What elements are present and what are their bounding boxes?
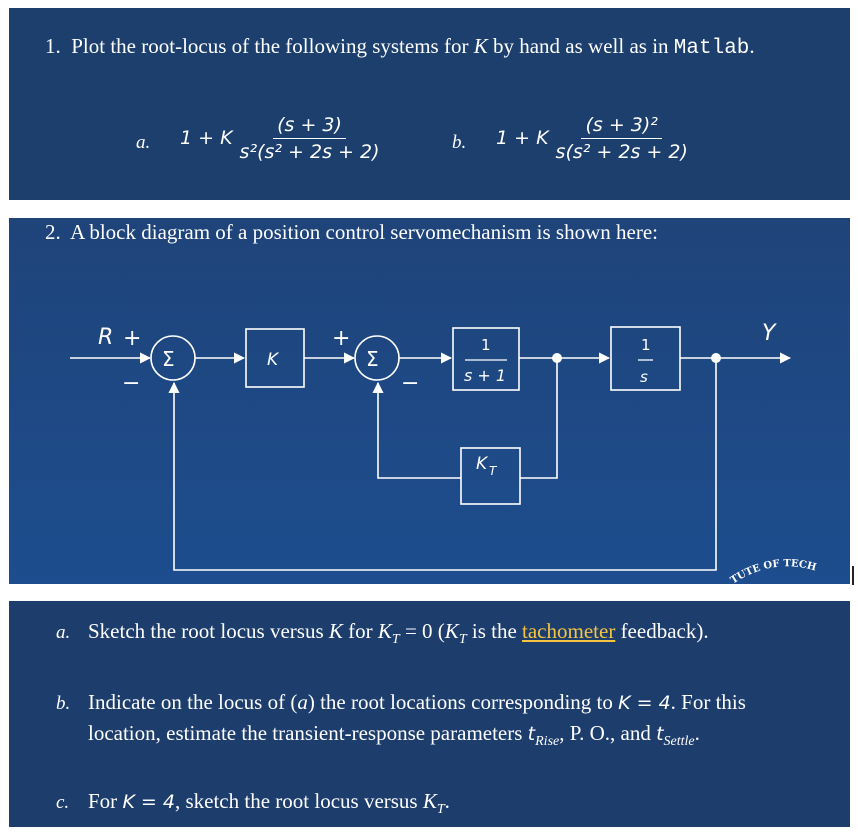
- problem1-tool: Matlab: [673, 37, 750, 60]
- gain-label: K: [267, 350, 279, 370]
- output-label: Y: [762, 321, 776, 346]
- part-a-eq: = 0 (: [399, 619, 445, 643]
- part-a-text4: feedback).: [615, 619, 709, 643]
- pickoff-point-1: [552, 353, 562, 363]
- edge-divider: [852, 566, 854, 585]
- problem1-a-label: a.: [136, 132, 151, 153]
- summer1-plus: +: [123, 326, 142, 351]
- part-b-po: , P. O., and: [559, 721, 657, 745]
- part-c-label: c.: [56, 792, 70, 813]
- part-a-label: a.: [56, 622, 71, 643]
- pickoff-point-2: [711, 353, 721, 363]
- part-a-kt-sub: T: [391, 632, 400, 648]
- problem1-statement: [45, 34, 755, 60]
- problem1-number: 1.: [45, 34, 61, 58]
- plant1-denominator: s + 1: [464, 366, 507, 385]
- institute-watermark: TUTE OF TECH: [728, 558, 818, 584]
- part-a-text2: for: [342, 619, 378, 643]
- summer1-sigma: Σ: [162, 347, 175, 371]
- problem1-b-numerator: (s + 3)²: [581, 114, 661, 139]
- part-b-line2-a: location, estimate the transient-response parameters: [88, 721, 528, 745]
- part-b-line1: [88, 690, 746, 715]
- tachometer-label: K: [476, 454, 488, 474]
- problem1-a-fraction: [236, 114, 384, 163]
- plant2-denominator: s: [640, 368, 648, 386]
- problem1-b-label: b.: [452, 132, 467, 153]
- part-b-line1-b: ) the root locations corresponding to: [307, 690, 619, 714]
- summer2-plus: +: [332, 326, 351, 351]
- part-b-label: b.: [56, 693, 71, 714]
- part-b-line1-c: . For this: [670, 690, 746, 714]
- part-c-text1: For: [88, 789, 123, 813]
- problem1-a-denominator: s²(s² + 2s + 2): [239, 141, 380, 163]
- problem2-panel: [9, 218, 850, 584]
- problem1-a-equation: [180, 114, 386, 163]
- part-b-t-rise: t: [527, 723, 536, 745]
- part-b-k-value: K = 4: [618, 692, 671, 714]
- summer2-sigma: Σ: [366, 347, 379, 371]
- part-b-line1-a: Indicate on the locus of (: [88, 690, 298, 714]
- problem1-b-fraction: [552, 114, 692, 163]
- part-a-text1: Sketch the root locus versus: [88, 619, 329, 643]
- problem1-text-before: Plot the root-locus of the following systems for: [71, 34, 474, 58]
- input-label: R: [98, 325, 114, 350]
- problem1-b-lhs: 1 + K: [496, 127, 549, 149]
- problem1-b-equation: [496, 114, 695, 163]
- part-c-text: [88, 789, 450, 818]
- part-b-t-settle-sub: Settle: [663, 734, 695, 750]
- parts-panel: [9, 601, 850, 827]
- tachometer-sub: T: [489, 464, 497, 478]
- part-c-text2: , sketch the root locus versus: [174, 789, 423, 813]
- part-c-k-value: K = 4: [122, 791, 175, 813]
- part-a-kt2: K: [444, 619, 459, 643]
- part-a-text3: is the: [466, 619, 523, 643]
- problem1-period: .: [749, 34, 755, 58]
- part-b-t-settle: t: [656, 723, 664, 745]
- plant2-numerator: 1: [641, 336, 651, 354]
- part-b-line1-var: a: [297, 690, 308, 714]
- inner-feedback-line-b: [378, 383, 461, 478]
- part-b-t-rise-sub: Rise: [535, 734, 560, 750]
- summer2-minus: −: [401, 371, 420, 396]
- part-a-kt2-sub: T: [458, 632, 467, 648]
- problem1-panel: [9, 8, 850, 200]
- part-a-kt: K: [377, 619, 392, 643]
- problem2-number: 2.: [45, 220, 61, 244]
- problem1-a-numerator: (s + 3): [273, 114, 346, 139]
- part-c-end: .: [444, 789, 450, 813]
- inner-feedback-line-a: [520, 358, 557, 478]
- plant1-numerator: 1: [481, 336, 491, 354]
- part-b-end: .: [694, 721, 700, 745]
- problem1-var-k: K: [473, 34, 488, 58]
- part-a-k: K: [328, 619, 343, 643]
- block-diagram: [9, 218, 850, 584]
- part-c-kt-sub: T: [436, 802, 445, 818]
- problem2-text: A block diagram of a position control servomechanism is shown here:: [70, 220, 658, 244]
- part-a-text: [88, 619, 709, 648]
- problem1-text-after: by hand as well as in: [487, 34, 674, 58]
- part-b-line2: [88, 721, 700, 750]
- part-c-kt: K: [422, 789, 437, 813]
- problem1-a-lhs: 1 + K: [180, 127, 233, 149]
- summer1-minus: −: [122, 371, 141, 396]
- tachometer-link[interactable]: tachometer: [522, 619, 616, 643]
- problem1-b-denominator: s(s² + 2s + 2): [555, 141, 688, 163]
